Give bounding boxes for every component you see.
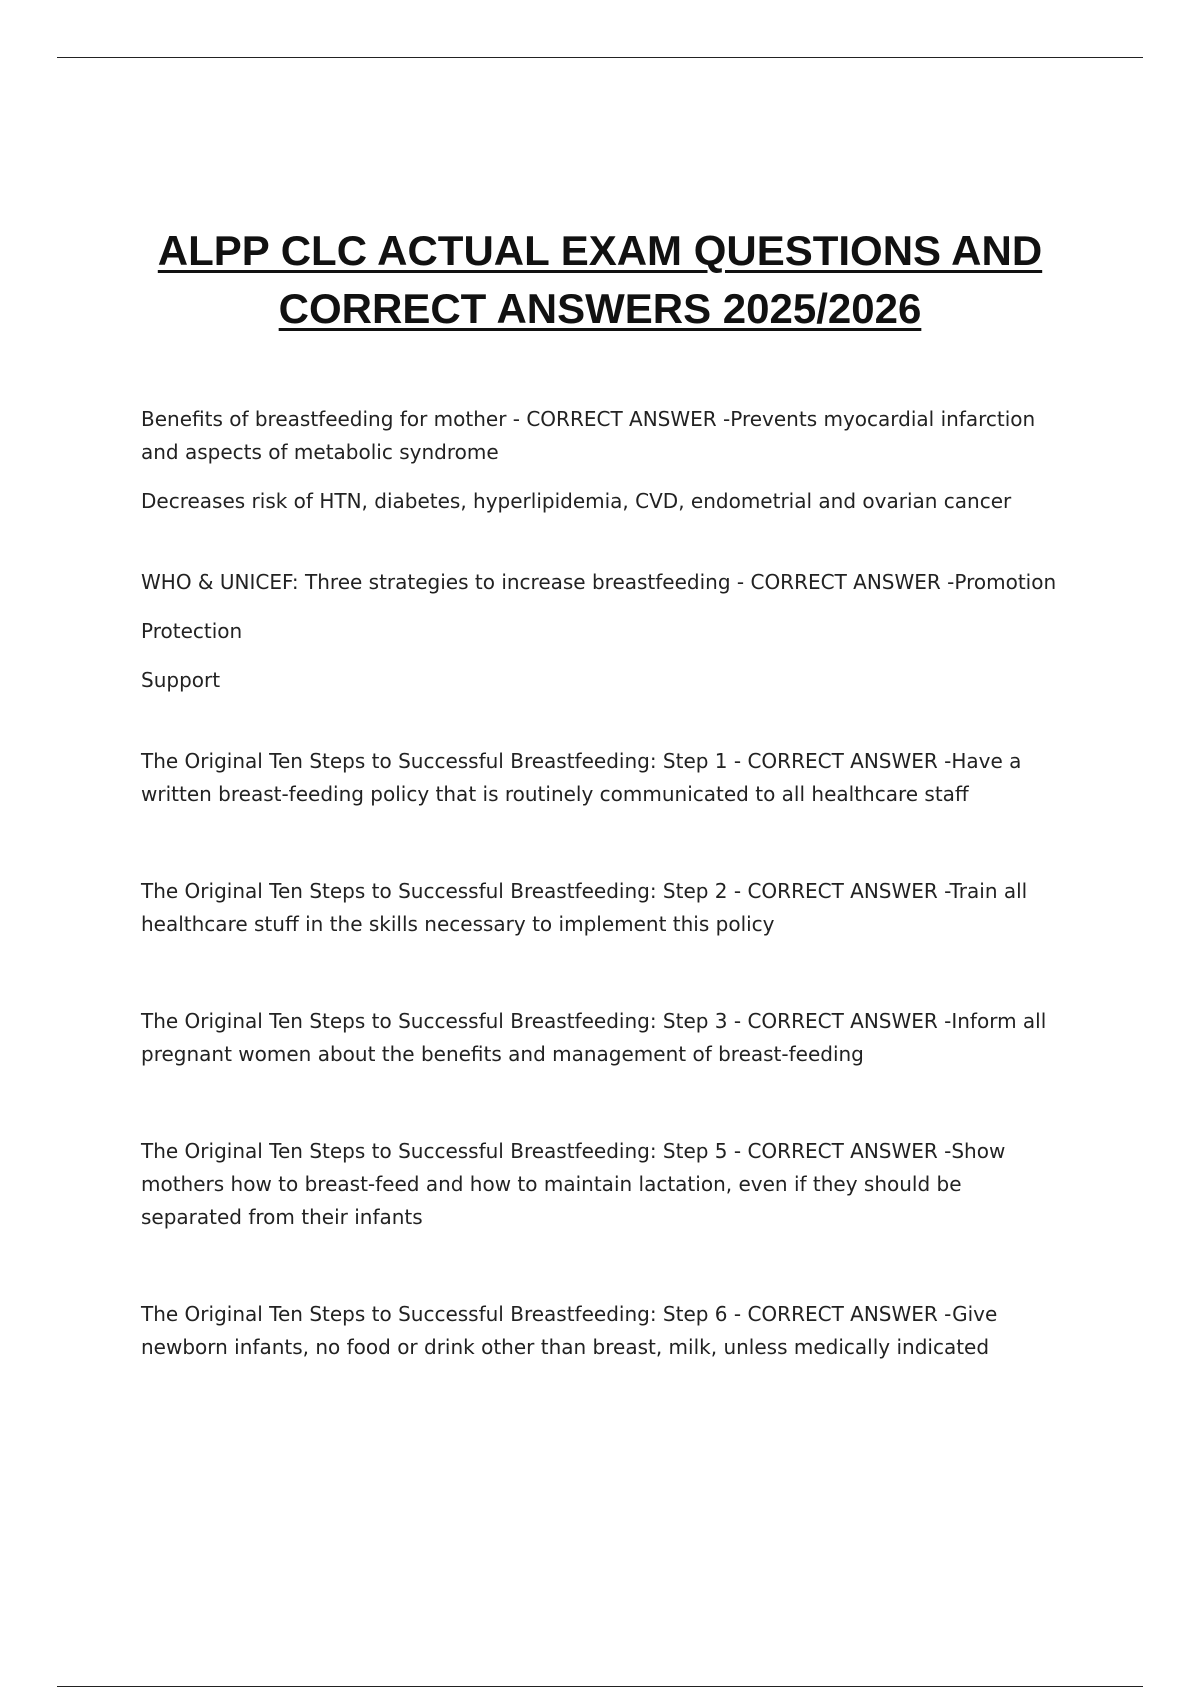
qa-paragraph: The Original Ten Steps to Successful Breastfeeding: Step 2 - CORRECT ANSWER -Train all healthcare stuff in the skills necessary to implement this policy [141,879,1028,936]
qa-paragraph: The Original Ten Steps to Successful Breastfeeding: Step 5 - CORRECT ANSWER -Show mothers how to breast-feed and how to maintain lactation, even if they should be separated from their infants [141,1139,1006,1229]
qa-entry-step-6 [141,1298,1061,1364]
qa-entry-step-3 [141,1005,1061,1071]
qa-paragraph: Decreases risk of HTN, diabetes, hyperlipidemia, CVD, endometrial and ovarian cancer [141,489,1012,513]
qa-paragraph: The Original Ten Steps to Successful Breastfeeding: Step 3 - CORRECT ANSWER -Inform all pregnant women about the benefits and management of breast-feeding [141,1009,1047,1066]
qa-entry-step-1 [141,745,1061,811]
bottom-rule [57,1686,1143,1687]
qa-paragraph: WHO & UNICEF: Three strategies to increase breastfeeding - CORRECT ANSWER -Promotion [141,570,1057,594]
qa-paragraph: Support [141,668,221,692]
page-title [60,222,1140,338]
top-rule [57,57,1143,58]
document-body [141,403,1061,1428]
qa-entry-who-unicef [141,566,1061,697]
qa-paragraph: Protection [141,619,243,643]
qa-entry-mother-benefits [141,403,1061,518]
qa-paragraph: The Original Ten Steps to Successful Breastfeeding: Step 6 - CORRECT ANSWER -Give newborn infants, no food or drink other than breast, milk, unless medically indicated [141,1302,998,1359]
title-line-2: CORRECT ANSWERS 2025/2026 [278,285,922,332]
title-line-1: ALPP CLC ACTUAL EXAM QUESTIONS AND [157,227,1043,274]
qa-entry-step-5 [141,1135,1061,1234]
qa-paragraph: The Original Ten Steps to Successful Breastfeeding: Step 1 - CORRECT ANSWER -Have a written breast-feeding policy that is routinely communicated to all healthcare staff [141,749,1022,806]
qa-entry-step-2 [141,875,1061,941]
qa-paragraph: Benefits of breastfeeding for mother - CORRECT ANSWER -Prevents myocardial infarction and aspects of metabolic syndrome [141,407,1036,464]
